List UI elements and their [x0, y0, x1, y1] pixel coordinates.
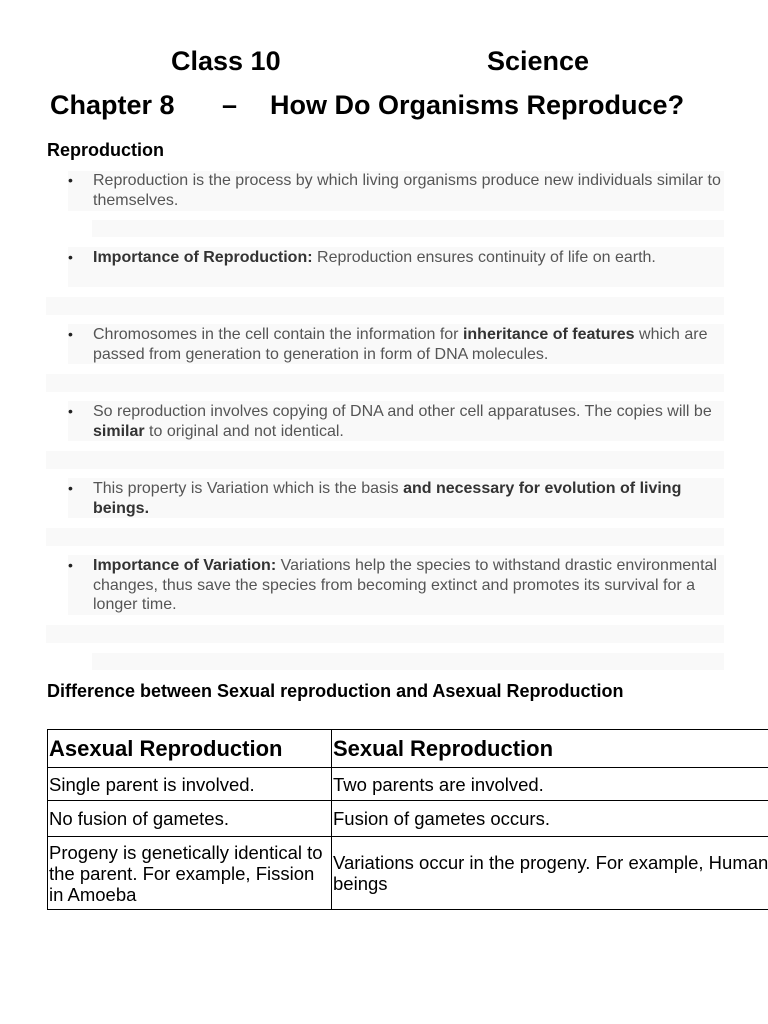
- table-cell: No fusion of gametes.: [48, 801, 332, 837]
- bullet-text: Importance of Variation: Variations help the species to withstand drastic environmental changes, thus save the species from becoming extinct and promotes its survival for a longer time.: [93, 557, 717, 613]
- bullet-icon: •: [68, 557, 73, 573]
- shaded-band: [46, 374, 724, 392]
- shaded-band: [92, 220, 724, 237]
- bullet-icon: •: [68, 403, 73, 419]
- table-header-sexual: Sexual Reproduction: [332, 730, 768, 768]
- bullet-text: Reproduction is the process by which living organisms produce new individuals similar to themselves.: [93, 172, 721, 209]
- table-row: [48, 837, 768, 910]
- bullet-text: Chromosomes in the cell contain the information for inheritance of features which are passed from generation to generation in form of DNA molecules.: [93, 326, 708, 363]
- bullet-icon: •: [68, 172, 73, 188]
- table-cell: Single parent is involved.: [48, 768, 332, 801]
- table-header-asexual: Asexual Reproduction: [48, 730, 332, 768]
- table-cell: Fusion of gametes occurs.: [332, 801, 768, 837]
- bold-term: and necessary for evolution of living beings.: [93, 480, 682, 517]
- table-row: [48, 768, 768, 801]
- bold-term: Importance of Variation:: [93, 557, 277, 574]
- bullet-text: Importance of Reproduction: Reproduction ensures continuity of life on earth.: [93, 249, 656, 266]
- subject-label: Science: [487, 46, 590, 76]
- bold-term: similar: [93, 422, 145, 440]
- table-row: [48, 801, 768, 837]
- table-header-row: [48, 730, 768, 768]
- comparison-table: [47, 729, 768, 910]
- shaded-band: [92, 653, 724, 670]
- shaded-band: [46, 528, 724, 546]
- shaded-band: [46, 297, 724, 315]
- difference-heading: Difference between Sexual reproduction and Asexual Reproduction: [47, 681, 624, 701]
- chapter-title: How Do Organisms Reproduce?: [270, 90, 685, 120]
- title-dash: –: [222, 90, 238, 120]
- chapter-label: Chapter 8: [50, 90, 175, 120]
- reproduction-heading: Reproduction: [47, 140, 164, 160]
- class-label: Class 10: [171, 46, 281, 76]
- bullet-icon: •: [68, 326, 73, 342]
- bullet-icon: •: [68, 480, 73, 496]
- shaded-band: [46, 451, 724, 469]
- table-cell: Variations occur in the progeny. For example, Human beings: [332, 837, 768, 910]
- table-cell: Two parents are involved.: [332, 768, 768, 801]
- table-cell: Progeny is genetically identical to the parent. For example, Fission in Amoeba: [48, 837, 332, 910]
- bullet-text: So reproduction involves copying of DNA and other cell apparatuses. The copies will be similar to original and not identical.: [93, 403, 712, 440]
- bold-term: Importance of Reproduction:: [93, 249, 313, 266]
- shaded-band: [46, 625, 724, 643]
- bullet-icon: •: [68, 249, 73, 265]
- bullet-text: This property is Variation which is the basis and necessary for evolution of living beings.: [93, 480, 682, 517]
- bold-term: inheritance of features: [462, 326, 635, 343]
